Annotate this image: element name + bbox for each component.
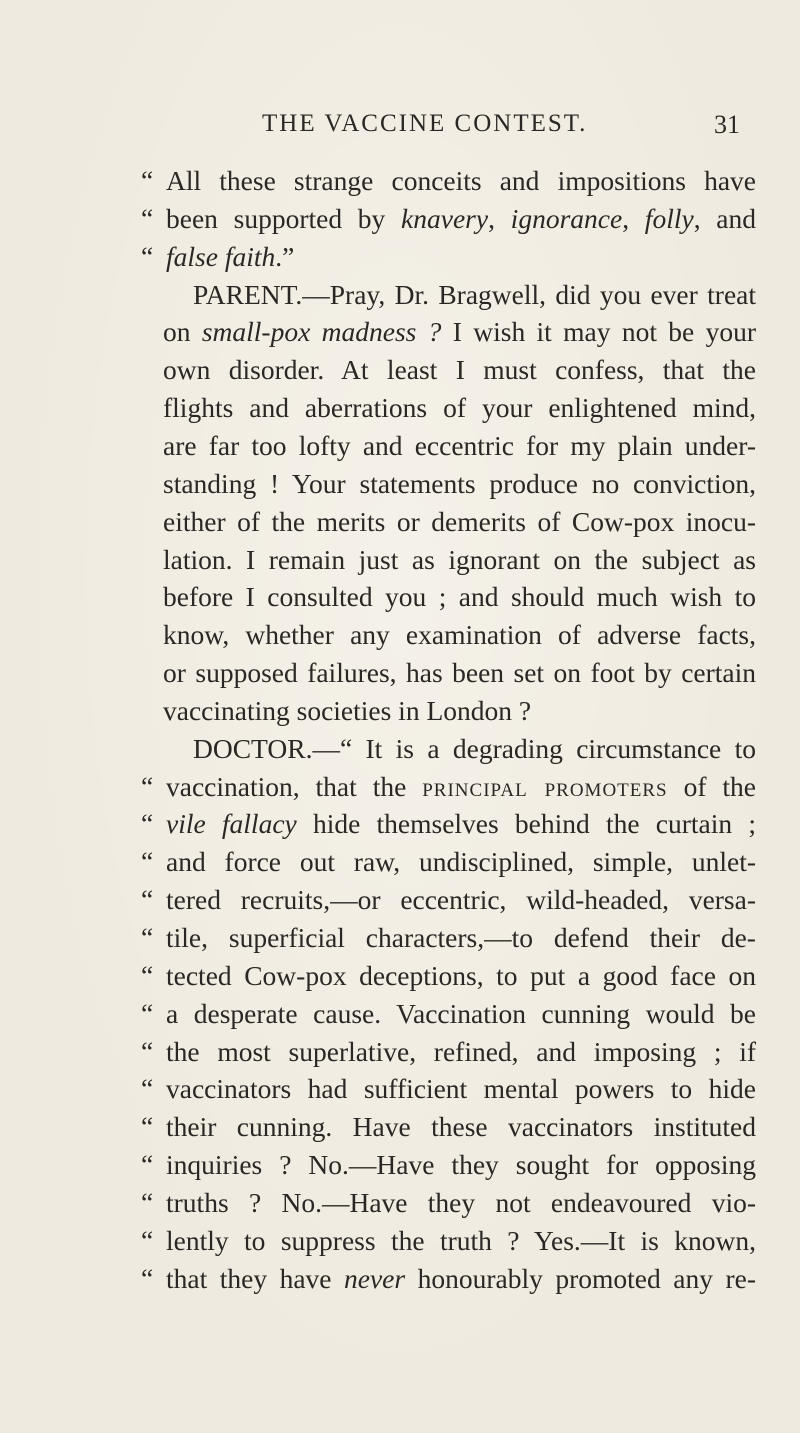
text-segment: hide themselves behind the curtain ; bbox=[296, 808, 756, 839]
text-segment: All these strange conceits and impositions have bbox=[166, 165, 756, 196]
text-segment: tected Cow-pox deceptions, to put a good face on bbox=[166, 960, 756, 991]
text-line bbox=[166, 1151, 756, 1179]
text-line bbox=[166, 1038, 756, 1066]
text-segment: , bbox=[622, 203, 645, 234]
text-line bbox=[166, 962, 756, 990]
text-segment: are far too lofty and eccentric for my plain under- bbox=[163, 430, 756, 461]
text-line bbox=[166, 205, 756, 233]
text-segment: a desperate cause. Vaccination cunning would be bbox=[166, 998, 756, 1029]
text-segment: false faith bbox=[166, 241, 276, 272]
text-segment: either of the merits or demerits of Cow-pox inocu- bbox=[163, 506, 756, 537]
text-segment: vaccination, that the bbox=[166, 771, 423, 802]
text-line bbox=[166, 167, 756, 195]
text-segment: DOCTOR.—“ It is a degrading circumstance to bbox=[193, 733, 756, 764]
text-line bbox=[163, 659, 756, 687]
quote-mark: “ bbox=[141, 203, 154, 234]
text-segment: standing ! Your statements produce no conviction, bbox=[163, 468, 756, 499]
text-line bbox=[163, 621, 756, 649]
running-title: THE VACCINE CONTEST. bbox=[262, 110, 588, 137]
quote-mark: “ bbox=[141, 1187, 154, 1218]
text-line bbox=[193, 735, 756, 763]
quote-mark: “ bbox=[141, 846, 154, 877]
text-segment: their cunning. Have these vaccinators instituted bbox=[166, 1111, 756, 1142]
text-segment: that they have bbox=[166, 1263, 345, 1294]
text-segment: inquiries ? No.—Have they sought for opposing bbox=[166, 1149, 756, 1180]
text-segment: and force out raw, undisciplined, simple, unlet- bbox=[166, 846, 756, 877]
text-line bbox=[166, 1113, 756, 1141]
text-segment: flights and aberrations of your enlightened mind, bbox=[163, 392, 756, 423]
quote-mark: “ bbox=[141, 241, 154, 272]
text-line bbox=[163, 432, 756, 460]
text-line bbox=[166, 773, 756, 801]
text-line bbox=[193, 281, 756, 309]
page-header bbox=[0, 110, 800, 150]
quote-mark: “ bbox=[141, 1073, 154, 1104]
text-segment: know, whether any examination of adverse facts, bbox=[163, 619, 756, 650]
quote-mark: “ bbox=[141, 922, 154, 953]
text-segment: vile fallacy bbox=[166, 808, 297, 839]
text-line bbox=[163, 508, 756, 536]
quote-mark: “ bbox=[141, 998, 154, 1029]
text-segment: on bbox=[163, 316, 202, 347]
quote-mark: “ bbox=[141, 771, 154, 802]
quote-mark: “ bbox=[141, 1111, 154, 1142]
text-segment: or supposed failures, has been set on foot by certain bbox=[163, 657, 756, 688]
text-segment: lation. I remain just as ignorant on the subject as bbox=[163, 544, 756, 575]
text-segment: principal promoters bbox=[422, 771, 668, 802]
text-segment: of the bbox=[667, 771, 756, 802]
text-segment: I wish it may not be your bbox=[441, 316, 756, 347]
text-segment: , bbox=[488, 203, 511, 234]
text-segment: own disorder. At least I must confess, that the bbox=[163, 354, 756, 385]
text-line bbox=[163, 394, 756, 422]
text-segment: folly bbox=[644, 203, 694, 234]
text-line bbox=[163, 318, 756, 346]
text-line bbox=[163, 470, 756, 498]
text-segment: honourably promoted any re- bbox=[405, 1263, 756, 1294]
quote-mark: “ bbox=[141, 1225, 154, 1256]
text-segment: before I consulted you ; and should much wish to bbox=[163, 581, 756, 612]
text-line bbox=[163, 546, 756, 574]
text-line bbox=[166, 1265, 756, 1293]
text-line bbox=[166, 243, 294, 271]
page-number: 31 bbox=[714, 110, 740, 139]
text-line bbox=[166, 810, 756, 838]
text-segment: the most superlative, refined, and imposing ; if bbox=[166, 1036, 756, 1067]
text-segment: ignorance bbox=[510, 203, 623, 234]
text-line bbox=[166, 924, 756, 952]
quote-mark: “ bbox=[141, 884, 154, 915]
quote-mark: “ bbox=[141, 1149, 154, 1180]
text-segment: lently to suppress the truth ? Yes.—It is known, bbox=[166, 1225, 756, 1256]
text-segment: truths ? No.—Have they not endeavoured vio- bbox=[166, 1187, 756, 1218]
quote-mark: “ bbox=[141, 1263, 154, 1294]
text-line bbox=[166, 1000, 756, 1028]
quote-mark: “ bbox=[141, 165, 154, 196]
quote-mark: “ bbox=[141, 1036, 154, 1067]
text-segment: .” bbox=[275, 241, 295, 272]
text-line bbox=[163, 356, 756, 384]
text-segment: , and bbox=[693, 203, 756, 234]
text-line bbox=[163, 583, 756, 611]
text-segment: vaccinating societies in London ? bbox=[163, 695, 532, 726]
text-line bbox=[163, 697, 531, 725]
text-segment: been supported by bbox=[166, 203, 402, 234]
text-line bbox=[166, 848, 756, 876]
quote-mark: “ bbox=[141, 960, 154, 991]
text-line bbox=[166, 1075, 756, 1103]
text-segment: knavery bbox=[401, 203, 489, 234]
text-line bbox=[166, 1189, 756, 1217]
text-segment: never bbox=[344, 1263, 406, 1294]
text-segment: vaccinators had sufficient mental powers to hide bbox=[166, 1073, 756, 1104]
text-segment: small-pox madness ? bbox=[201, 316, 442, 347]
quote-mark: “ bbox=[141, 808, 154, 839]
text-line bbox=[166, 886, 756, 914]
text-line bbox=[166, 1227, 756, 1255]
text-segment: PARENT.—Pray, Dr. Bragwell, did you ever treat bbox=[193, 279, 756, 310]
text-segment: tile, superficial characters,—to defend their de- bbox=[166, 922, 756, 953]
text-segment: tered recruits,—or eccentric, wild-headed, versa- bbox=[166, 884, 756, 915]
